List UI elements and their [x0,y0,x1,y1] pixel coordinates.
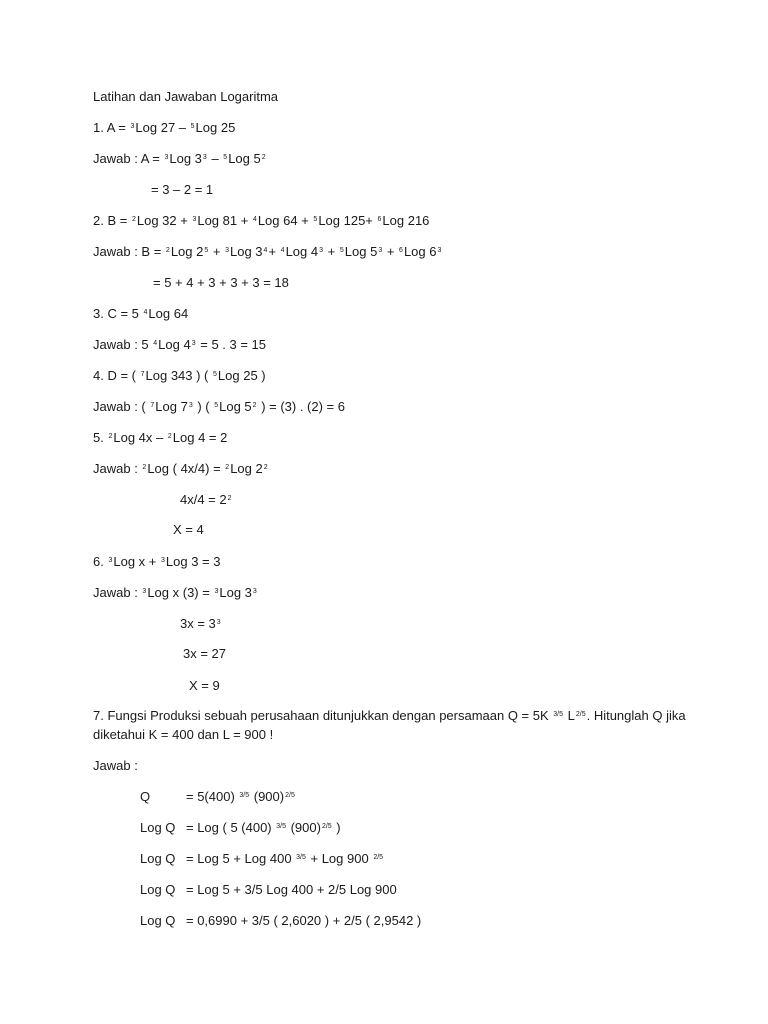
text-run: Log 5 [344,244,378,259]
superscript: 5 [339,247,344,254]
text-run: 3x = 3 [180,616,216,631]
problem-7-step-3-lhs: Log Q [140,851,176,866]
text-run: Log 25 ) [217,368,266,383]
superscript: 3 [188,402,193,409]
problem-5-result: X = 4 [173,522,204,537]
superscript: 4 [263,247,268,254]
problem-6-step-2 [180,616,222,635]
superscript: 5 [213,371,217,378]
text-run: = 5 . 3 = 15 [196,337,267,352]
text-run: Log 125+ [318,213,377,228]
problem-7-jawab: Jawab : [93,758,138,773]
text-run: Log 3 [169,151,202,166]
superscript: 2/5 [575,711,586,718]
text-run: + Log 900 [306,851,373,866]
text-run: Jawab : [93,461,142,476]
text-run: Log 3 [230,244,263,259]
text-run: 4. D = ( [93,368,140,383]
superscript: 3 [192,216,197,223]
superscript: 3 [216,619,221,626]
text-run: Log 81 + [197,213,252,228]
text-run: Log 2 [230,461,263,476]
problem-3-question [93,306,188,325]
superscript: 2 [225,464,230,471]
text-run: Log 4 = 2 [172,430,228,445]
superscript: 2/5 [373,854,384,861]
superscript: 2 [263,464,268,471]
text-run: = Log ( 5 (400) [186,820,276,835]
superscript: 3 [214,588,219,595]
superscript: 2/5 [321,823,332,830]
superscript: 5 [190,123,195,130]
superscript: 5 [223,154,228,161]
superscript: 3 [108,557,113,564]
text-run: – [207,151,223,166]
problem-7-step-1-rhs [186,789,296,808]
text-run: Log 216 [382,213,430,228]
problem-7-step-3-rhs [186,851,384,870]
text-run: Log 4 [158,337,191,352]
text-run: (900) [250,789,285,804]
superscript: 7 [140,371,145,378]
superscript: 2 [261,154,266,161]
text-run: Log 3 [219,585,252,600]
superscript: 2/5 [285,792,295,799]
problem-5-step-2 [180,492,233,511]
problem-2-question [93,213,429,232]
superscript: 2 [227,495,232,502]
superscript: 2 [131,216,136,223]
problem-5-answer [93,461,269,480]
problem-7-step-5-lhs: Log Q [140,913,176,928]
problem-7-question-line-2: diketahui K = 400 dan L = 900 ! [93,727,274,742]
superscript: 3 [161,557,165,564]
problem-5-question [93,430,227,449]
text-run: Jawab : [93,585,142,600]
text-run: Log 5 [228,151,261,166]
text-run: 6. [93,554,108,569]
problem-7-question-line-1 [93,708,686,727]
text-run: Log 4 [285,244,319,259]
superscript: 3/5 [276,823,286,830]
superscript: 3 [319,247,324,254]
text-run: ) [332,820,341,835]
text-run: Log 64 + [257,213,313,228]
superscript: 3 [202,154,207,161]
text-run: 1. A = [93,120,130,135]
text-run: 3. C = 5 [93,306,143,321]
superscript: 2 [108,433,113,440]
text-run: ) = (3) . (2) = 6 [257,399,345,414]
text-run: = 5(400) [186,789,239,804]
problem-6-step-3: 3x = 27 [183,646,227,661]
superscript: 3 [378,247,383,254]
problem-1-answer [93,151,267,170]
problem-6-result: X = 9 [189,678,220,693]
superscript: 5 [204,247,209,254]
text-run: = Log 5 + Log 400 [186,851,296,866]
text-run: Jawab : 5 [93,337,153,352]
superscript: 3 [437,247,442,254]
document-title: Latihan dan Jawaban Logaritma [93,89,279,104]
superscript: 2 [142,464,147,471]
text-run: + [209,244,225,259]
problem-4-answer [93,399,345,418]
problem-2-result: = 5 + 4 + 3 + 3 + 3 = 18 [153,275,289,290]
text-run: 7. Fungsi Produksi sebuah perusahaan ditunjukkan dengan persamaan Q = 5K [93,708,553,723]
text-run: Jawab : B = [93,244,165,259]
superscript: 5 [313,216,318,223]
superscript: 3 [130,123,135,130]
text-run: (900) [286,820,321,835]
text-run: L [564,708,575,723]
problem-1-result: = 3 – 2 = 1 [151,182,214,197]
problem-7-step-5-rhs: = 0,6990 + 3/5 ( 2,6020 ) + 2/5 ( 2,9542 ) [186,913,422,928]
text-run: Log 32 + [136,213,192,228]
superscript: 3 [164,154,169,161]
text-run: 2. B = [93,213,131,228]
text-run: Log x + [113,554,160,569]
text-run: Jawab : A = [93,151,164,166]
problem-4-question [93,368,266,387]
problem-7-step-2-lhs: Log Q [140,820,176,835]
superscript: 2 [252,402,257,409]
text-run: ) ( [193,399,214,414]
text-run: + [383,244,399,259]
text-run: Log 6 [403,244,437,259]
superscript: 3 [225,247,229,254]
text-run: Log 4x – [113,430,167,445]
problem-3-answer [93,337,266,356]
superscript: 3/5 [553,711,564,718]
superscript: 3/5 [239,792,250,799]
text-run: Log 25 [195,120,236,135]
text-run: . Hitunglah Q jika [586,708,686,723]
problem-7-step-2-rhs [186,820,341,839]
superscript: 7 [150,402,155,409]
superscript: 2 [167,433,172,440]
superscript: 4 [252,216,257,223]
problem-1-question [93,120,235,139]
superscript: 3 [252,588,257,595]
superscript: 6 [377,216,382,223]
problem-6-question [93,554,220,573]
text-run: Log ( 4x/4) = [147,461,225,476]
superscript: 3 [191,340,196,347]
text-run: Log 2 [170,244,204,259]
problem-7-step-4-lhs: Log Q [140,882,176,897]
text-run: + [324,244,339,259]
superscript: 4 [153,340,158,347]
superscript: 5 [214,402,219,409]
text-run: 5. [93,430,108,445]
superscript: 6 [399,247,403,254]
text-run: Log 5 [219,399,252,414]
text-run: Log 343 ) ( [145,368,213,383]
superscript: 3/5 [296,854,306,861]
text-run: Log 7 [155,399,188,414]
text-run: 4x/4 = 2 [180,492,227,507]
text-run: Log x (3) = [147,585,214,600]
superscript: 4 [143,309,148,316]
text-run: Jawab : ( [93,399,150,414]
text-run: Log 64 [148,306,189,321]
text-run: Log 3 = 3 [165,554,221,569]
text-run: Log 27 – [135,120,190,135]
superscript: 4 [280,247,285,254]
text-run: + [268,244,280,259]
problem-7-step-1-lhs: Q [140,789,151,804]
problem-2-answer [93,244,442,263]
superscript: 3 [142,588,147,595]
problem-7-step-4-rhs: = Log 5 + 3/5 Log 400 + 2/5 Log 900 [186,882,397,897]
problem-6-answer [93,585,258,604]
superscript: 2 [165,247,170,254]
